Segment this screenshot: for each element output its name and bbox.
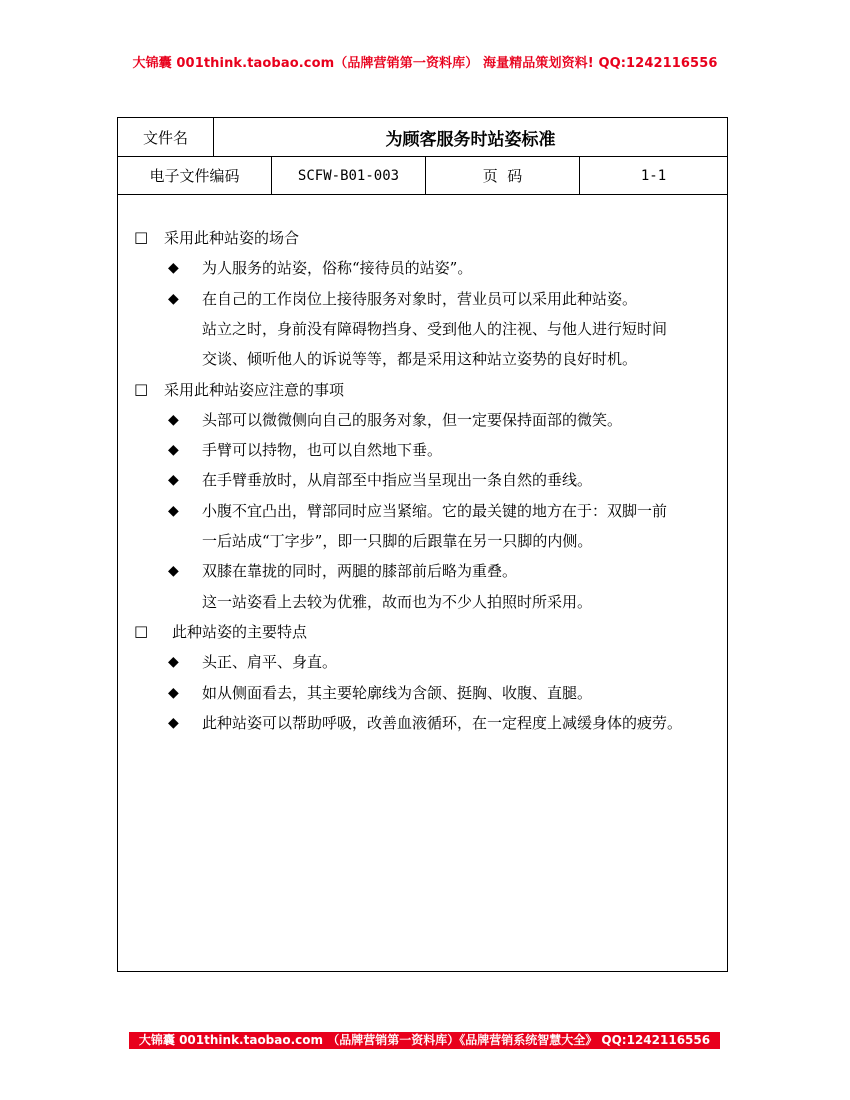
- diamond-bullet-icon: ◆: [168, 260, 179, 277]
- file-name-label: 文件名: [118, 118, 214, 156]
- diamond-bullet-icon: ◆: [168, 442, 179, 459]
- continuation-text: 站立之时，身前没有障碍物挡身、受到他人的注视、与他人进行短时间: [202, 319, 668, 338]
- checkbox-square-icon: □: [134, 228, 149, 246]
- continuation-text: 一后站成“丁字步”，即一只脚的后跟靠在另一只脚的内侧。: [202, 532, 593, 550]
- diamond-bullet-icon: ◆: [168, 714, 179, 731]
- page-label: 页 码: [426, 157, 580, 194]
- bullet-item-text: 在手臂垂放时，从肩部至中指应当呈现出一条自然的垂线。: [202, 471, 593, 490]
- bottom-banner: 大锦囊 001think.taobao.com （品牌营销第一资料库）《品牌营销系统智慧大全》 QQ:1242116556: [129, 1032, 720, 1049]
- section-heading: 采用此种站姿应注意的事项: [164, 380, 345, 399]
- bullet-item-text: 此种站姿可以帮助呼吸，改善血液循环，在一定程度上减缓身体的疲劳。: [202, 713, 683, 732]
- section-heading: 此种站姿的主要特点: [172, 622, 308, 641]
- bullet-item-text: 手臂可以持物，也可以自然地下垂。: [202, 441, 443, 460]
- code-value: SCFW-B01-003: [272, 157, 426, 194]
- continuation-text: 交谈、倾听他人的诉说等等，都是采用这种站立姿势的良好时机。: [202, 350, 638, 369]
- diamond-bullet-icon: ◆: [168, 290, 179, 307]
- diamond-bullet-icon: ◆: [168, 472, 179, 489]
- bullet-item-text: 在自己的工作岗位上接待服务对象时，营业员可以采用此种站姿。: [202, 289, 638, 308]
- bullet-item-text: 为人服务的站姿，俗称“接待员的站姿”。: [202, 259, 473, 278]
- continuation-text: 这一站姿看上去较为优雅，故而也为不少人拍照时所采用。: [202, 592, 593, 611]
- document-frame: [117, 117, 728, 972]
- bullet-item-text: 双膝在靠拢的同时，两腿的膝部前后略为重叠。: [202, 562, 518, 581]
- checkbox-square-icon: □: [134, 379, 149, 398]
- header-row-meta: [118, 157, 727, 195]
- bullet-item-text: 头部可以微微侧向自己的服务对象，但一定要保持面部的微笑。: [202, 410, 623, 429]
- diamond-bullet-icon: ◆: [168, 654, 179, 671]
- diamond-bullet-icon: ◆: [168, 563, 179, 580]
- document-title: 为顾客服务时站姿标准: [385, 129, 556, 150]
- top-banner: 大锦囊 001think.taobao.com（品牌营销第一资料库） 海量精品策划资料! QQ:1242116556: [132, 56, 718, 71]
- code-label: 电子文件编码: [118, 157, 272, 194]
- diamond-bullet-icon: ◆: [168, 684, 179, 701]
- header-row-title: [118, 118, 727, 157]
- bullet-item-text: 头正、肩平、身直。: [202, 653, 338, 672]
- diamond-bullet-icon: ◆: [168, 411, 179, 428]
- page-value: 1-1: [640, 167, 667, 184]
- checkbox-square-icon: □: [134, 621, 149, 640]
- section-heading: 采用此种站姿的场合: [164, 229, 300, 247]
- bullet-item-text: 小腹不宜凸出，臂部同时应当紧缩。它的最关键的地方在于：双脚一前: [202, 501, 668, 520]
- diamond-bullet-icon: ◆: [168, 502, 179, 519]
- bullet-item-text: 如从侧面看去，其主要轮廓线为含颌、挺胸、收腹、直腿。: [202, 683, 593, 702]
